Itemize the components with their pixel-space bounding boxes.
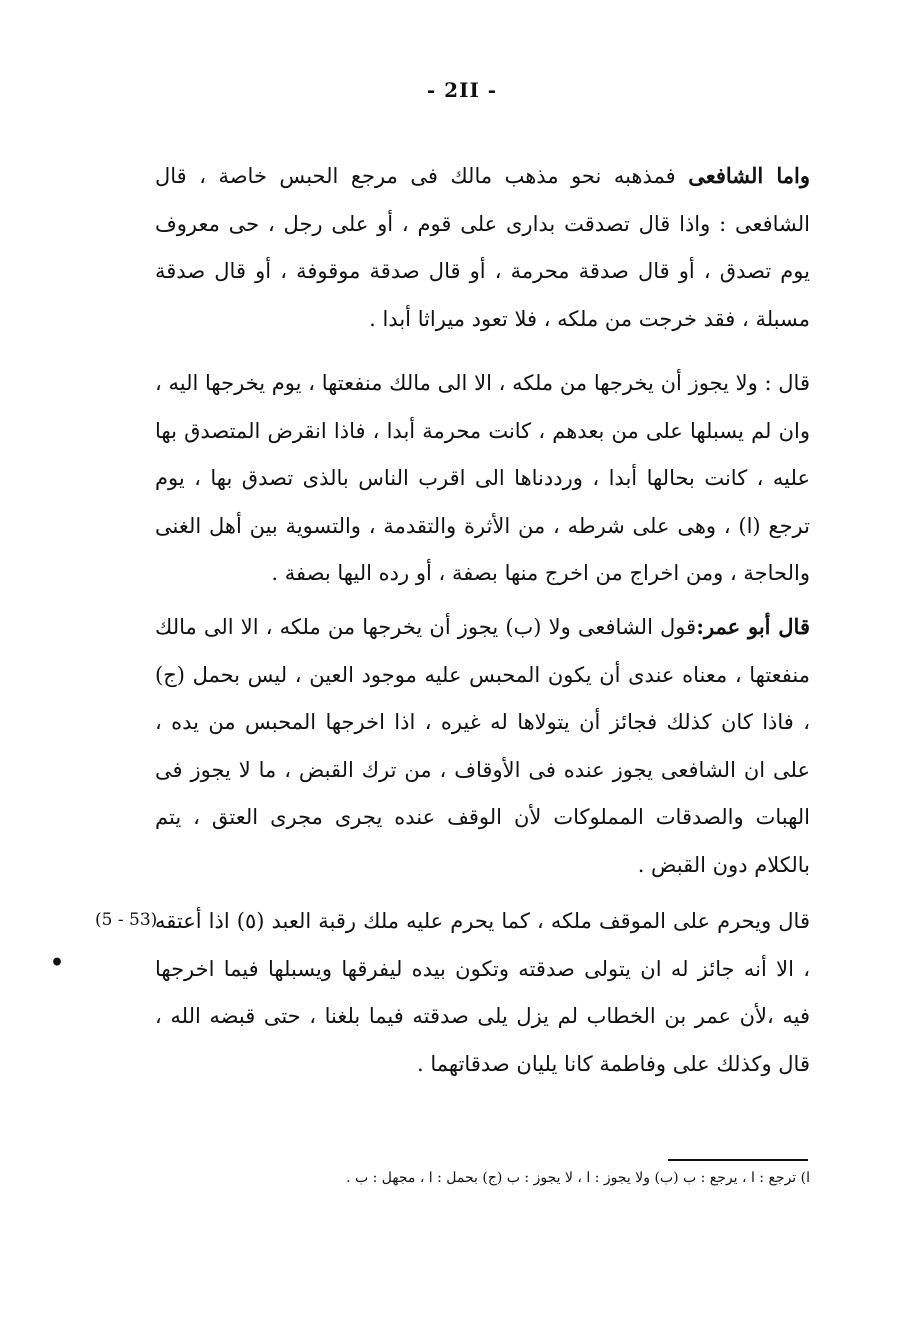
page-number: - 2II - (426, 78, 498, 102)
paragraph-2 (155, 360, 810, 598)
footnote: ا) ترجع : ا ، يرجع : ب (ب) ولا يجوز : ا ، لا يجوز : ب (ج) بحمل : ا ، مجهل : ب . (346, 1170, 810, 1186)
paragraph-text: فمذهبه نحو مذهب مالك فى مرجع الحبس خاصة ، قال الشافعى : واذا قال تصدقت بدارى على قوم ، أو على رجل ، حى معروف يوم تصدق ، أو قال صدقة محرمة ، أو قال صدقة موقوفة ، أو قال صدقة مسبلة ، فقد خرجت من ملكه ، فلا تعود ميراثا أبدا . (155, 164, 810, 331)
paragraph-3 (155, 603, 810, 889)
paragraph-text: قول الشافعى ولا (ب) يجوز أن يخرجها من ملكه ، الا الى مالك منفعتها ، معناه عندى أن يكون المحبس عليه موجود العين ، ليس بحمل (ج) ، فاذا كان كذلك فجائز أن يتولاها له غيره ، اذا اخرجها المحبس من يده ، على ان الشافعى يجوز عنده فى الأوقاف ، من ترك القبض ، ما لا يجوز فى الهبات والصدقات المملوكات لأن الوقف عنده يجرى مجرى العتق ، يتم بالكلام دون القبض . (155, 615, 810, 877)
paragraph-lead: قال أبو عمر: (696, 614, 810, 639)
paragraph-lead: واما الشافعى (688, 163, 810, 188)
margin-mark: • (50, 950, 65, 976)
paragraph-1 (155, 152, 810, 343)
paragraph-text: قال : ولا يجوز أن يخرجها من ملكه ، الا الى مالك منفعتها ، يوم يخرجها اليه ، وان لم يسبلها على من بعدهم ، كانت محرمة أبدا ، فاذا انقرض المتصدق بها عليه ، كانت بحالها أبدا ، ورددناها الى اقرب الناس بالذى تصدق بها ، يوم ترجع (ا) ، وهى على شرطه ، من الأثرة والتقدمة ، والتسوية بين أهل الغنى والحاجة ، ومن اخراج من اخرج منها بصفة ، أو رده اليها بصفة . (155, 371, 810, 585)
paragraph-4 (155, 898, 810, 1088)
margin-reference: (5 - 53) (95, 910, 158, 930)
paragraph-text: قال ويحرم على الموقف ملكه ، كما يحرم عليه ملك رقبة العبد (٥) اذا أعتقه ، الا أنه جائز له ان يتولى صدقته وتكون بيده ليفرقها ويسبلها فيما اخرجها فيه ،لأن عمر بن الخطاب لم يزل يلى صدقته فيما بلغنا ، حتى قبضه الله ، قال وكذلك على وفاطمة كانا يليان صدقاتهما . (155, 909, 810, 1076)
footnote-divider (668, 1159, 808, 1161)
